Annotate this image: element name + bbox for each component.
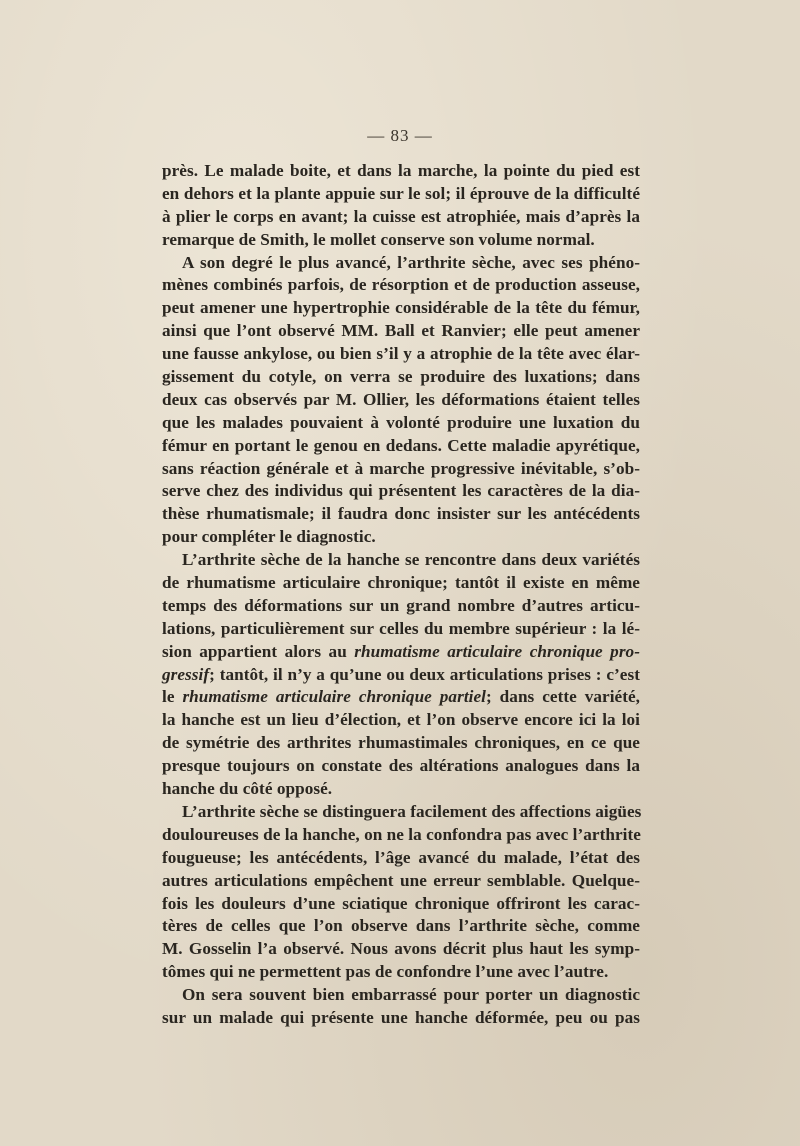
text-line: sion appartient alors au rhumatisme articulaire chronique pro-	[162, 641, 640, 661]
text-line: de rhumatisme articulaire chronique; tantôt il existe en même	[162, 573, 640, 593]
text-line: temps des déformations sur un grand nombre d’autres articu-	[162, 595, 640, 615]
text-line: peut amener une hypertrophie considérable de la tête du fémur,	[162, 298, 640, 318]
text-line: fois les douleurs d’une sciatique chronique offriront les carac-	[162, 893, 640, 913]
italic-phrase: gressif	[162, 664, 210, 684]
text-line: L’arthrite sèche de la hanche se rencontre dans deux variétés	[182, 550, 640, 570]
text-line: A son degré le plus avancé, l’arthrite sèche, avec ses phéno-	[182, 252, 640, 272]
italic-phrase: rhumatisme articulaire chronique pro-	[354, 641, 640, 661]
text-line: lations, particulièrement sur celles du membre supérieur : la lé-	[162, 618, 640, 638]
text-line: ainsi que l’ont observé MM. Ball et Ranvier; elle peut amener	[162, 321, 640, 341]
text-line: à plier le corps en avant; la cuisse est atrophiée, mais d’après la	[162, 206, 640, 226]
text-line: fougueuse; les antécédents, l’âge avancé du malade, l’état des	[162, 847, 640, 867]
text-line: deux cas observés par M. Ollier, les déformations étaient telles	[162, 389, 640, 409]
text-line: que les malades pouvaient à volonté produire une luxation du	[162, 412, 640, 432]
text-line: la hanche est un lieu d’élection, et l’on observe encore ici la loi	[162, 710, 640, 730]
text-line: le rhumatisme articulaire chronique partiel; dans cette variété,	[162, 687, 640, 707]
text-line: une fausse ankylose, ou bien s’il y a atrophie de la tête avec élar-	[162, 344, 640, 364]
text-line: près. Le malade boite, et dans la marche, la pointe du pied est	[162, 161, 640, 180]
text-line: remarque de Smith, le mollet conserve son volume normal.	[162, 229, 595, 249]
text-line: thèse rhumatismale; il faudra donc insister sur les antécédents	[162, 504, 640, 524]
page-number: — 83 —	[367, 126, 433, 145]
italic-phrase: rhumatisme articulaire chronique partiel	[182, 687, 486, 707]
body-text	[162, 160, 640, 1030]
text-line: fémur en portant le genou en dedans. Cette maladie apyrétique,	[162, 435, 640, 455]
text-line: presque toujours on constate des altérations analogues dans la	[162, 756, 640, 776]
text-line: douloureuses de la hanche, on ne la confondra pas avec l’arthrite	[162, 824, 641, 844]
text-line: sans réaction générale et à marche progressive inévitable, s’ob-	[162, 458, 640, 478]
text-line: hanche du côté opposé.	[162, 779, 333, 799]
text-line: mènes combinés parfois, de résorption et de production asseuse,	[162, 275, 640, 295]
text-line: sur un malade qui présente une hanche déformée, peu ou pas	[162, 1007, 640, 1027]
text-line: gressif; tantôt, il n’y a qu’une ou deux articulations prises : c’est	[162, 664, 640, 684]
text-line: tômes qui ne permettent pas de confondre l’une avec l’autre.	[162, 962, 609, 982]
text-line: On sera souvent bien embarrassé pour porter un diagnostic	[182, 985, 640, 1005]
text-line: de symétrie des arthrites rhumastimales chroniques, en ce que	[162, 733, 640, 753]
text-line: gissement du cotyle, on verra se produire des luxations; dans	[162, 367, 640, 387]
text-line: autres articulations empêchent une erreur semblable. Quelque-	[162, 870, 640, 890]
text-line: serve chez des individus qui présentent les caractères de la dia-	[162, 481, 640, 501]
text-line: L’arthrite sèche se distinguera facilement des affections aigües	[182, 801, 642, 821]
text-line: pour compléter le diagnostic.	[162, 527, 376, 547]
text-line: M. Gosselin l’a observé. Nous avons décrit plus haut les symp-	[162, 939, 640, 959]
text-line: en dehors et la plante appuie sur le sol; il éprouve de la difficulté	[162, 183, 640, 203]
text-line: tères de celles que l’on observe dans l’arthrite sèche, comme	[162, 916, 640, 936]
